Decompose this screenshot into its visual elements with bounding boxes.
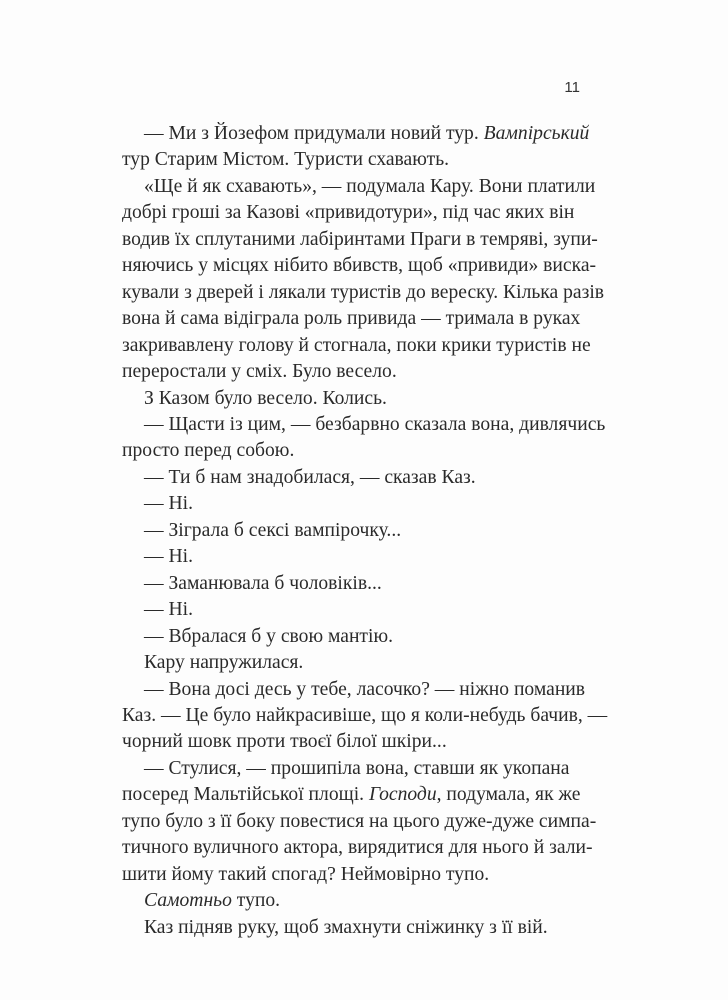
italic-text: Вампірський [483, 123, 590, 144]
body-text [122, 121, 608, 941]
text-line [122, 412, 606, 438]
text-line [122, 835, 593, 861]
text-line [122, 888, 568, 914]
text-run: — Ні. [144, 493, 193, 515]
text-run: водив їх сплутаними лабіринтами Праги в темряві, зупи- [122, 228, 598, 250]
text-line [122, 862, 568, 888]
text-line [122, 465, 568, 491]
text-run: — Вбралася б у свою мантію. [144, 625, 393, 647]
text-run: «Ще й як схавають», — подумала Кару. Вони платили [144, 175, 596, 197]
text-run: тупо. [231, 890, 281, 912]
text-line [122, 491, 568, 517]
text-run: З Казом було весело. Колись. [144, 387, 387, 409]
text-run: тупо було з її боку повестися на цього дуже-дуже симпа- [122, 810, 597, 832]
text-line [122, 359, 568, 385]
text-run: переростали у сміх. Було весело. [122, 361, 397, 383]
text-line [122, 571, 568, 597]
text-run: кували з дверей і лякали туристів до вереску. Кілька разів [122, 281, 605, 303]
text-run: — Щасти із цим, — безбарвно сказала вона, дивлячись [144, 413, 606, 435]
text-run: — Стулися, — прошипіла вона, ставши як укопана [144, 757, 570, 779]
text-run: вона й сама відіграла роль привида — тримала в руках [122, 308, 581, 330]
page-number: 11 [564, 79, 580, 96]
text-run: Кару напружилася. [144, 652, 304, 674]
text-line [122, 782, 581, 808]
text-line [122, 544, 568, 570]
text-line [122, 227, 598, 253]
text-line [122, 915, 568, 941]
text-line [122, 650, 568, 676]
text-line [122, 121, 590, 147]
text-run: — Заманювала б чоловіків... [144, 572, 382, 594]
text-run: Каз підняв руку, щоб змахнути сніжинку з її вій. [144, 916, 548, 938]
text-line [122, 174, 596, 200]
text-line [122, 386, 568, 412]
italic-text: Господи [368, 784, 437, 806]
text-line [122, 597, 568, 623]
text-line [122, 677, 586, 703]
text-run: — Ми з Йозефом придумали новий тур. [144, 123, 484, 144]
text-line [122, 518, 568, 544]
text-line [122, 333, 591, 359]
text-run: тичного вуличного актора, вирядитися для нього й зали- [122, 837, 593, 859]
text-run: , подумала, як же [436, 784, 581, 806]
text-line [122, 253, 597, 279]
text-run: — Ти б нам знадобилася, — сказав Каз. [144, 466, 476, 488]
text-line [122, 809, 597, 835]
text-line [122, 438, 568, 464]
text-run: чорний шовк проти твоєї білої шкіри... [122, 731, 447, 753]
text-line [122, 703, 608, 729]
text-line [122, 756, 568, 782]
text-run: — Ні. [144, 546, 193, 568]
text-line [122, 306, 581, 332]
text-run: тур Старим Містом. Туристи схавають. [122, 149, 450, 171]
text-run: Каз. — Це було найкрасивіше, що я коли-небудь бачив, — [122, 704, 608, 726]
text-run: закривавлену голову й стогнала, поки крики туристів не [122, 334, 591, 356]
text-line [122, 729, 568, 755]
text-run: посеред Мальтійської площі. [122, 784, 369, 806]
text-run: добрі гроші за Казові «привидотури», під час яких він [122, 202, 575, 224]
text-line [122, 624, 568, 650]
text-run: просто перед собою. [122, 440, 295, 462]
text-line [122, 147, 568, 173]
italic-text: Самотньо [144, 890, 232, 912]
text-run: няючись у місцях нібито вбивств, щоб «привиди» виска- [122, 255, 597, 277]
text-line [122, 200, 575, 226]
text-run: — Вона досі десь у тебе, ласочко? — ніжно поманив [144, 678, 586, 700]
text-run: — Ні. [144, 599, 193, 621]
text-run: — Зіграла б сексі вампірочку... [144, 519, 402, 541]
text-line [122, 280, 605, 306]
text-run: шити йому такий спогад? Неймовірно тупо. [122, 863, 490, 885]
